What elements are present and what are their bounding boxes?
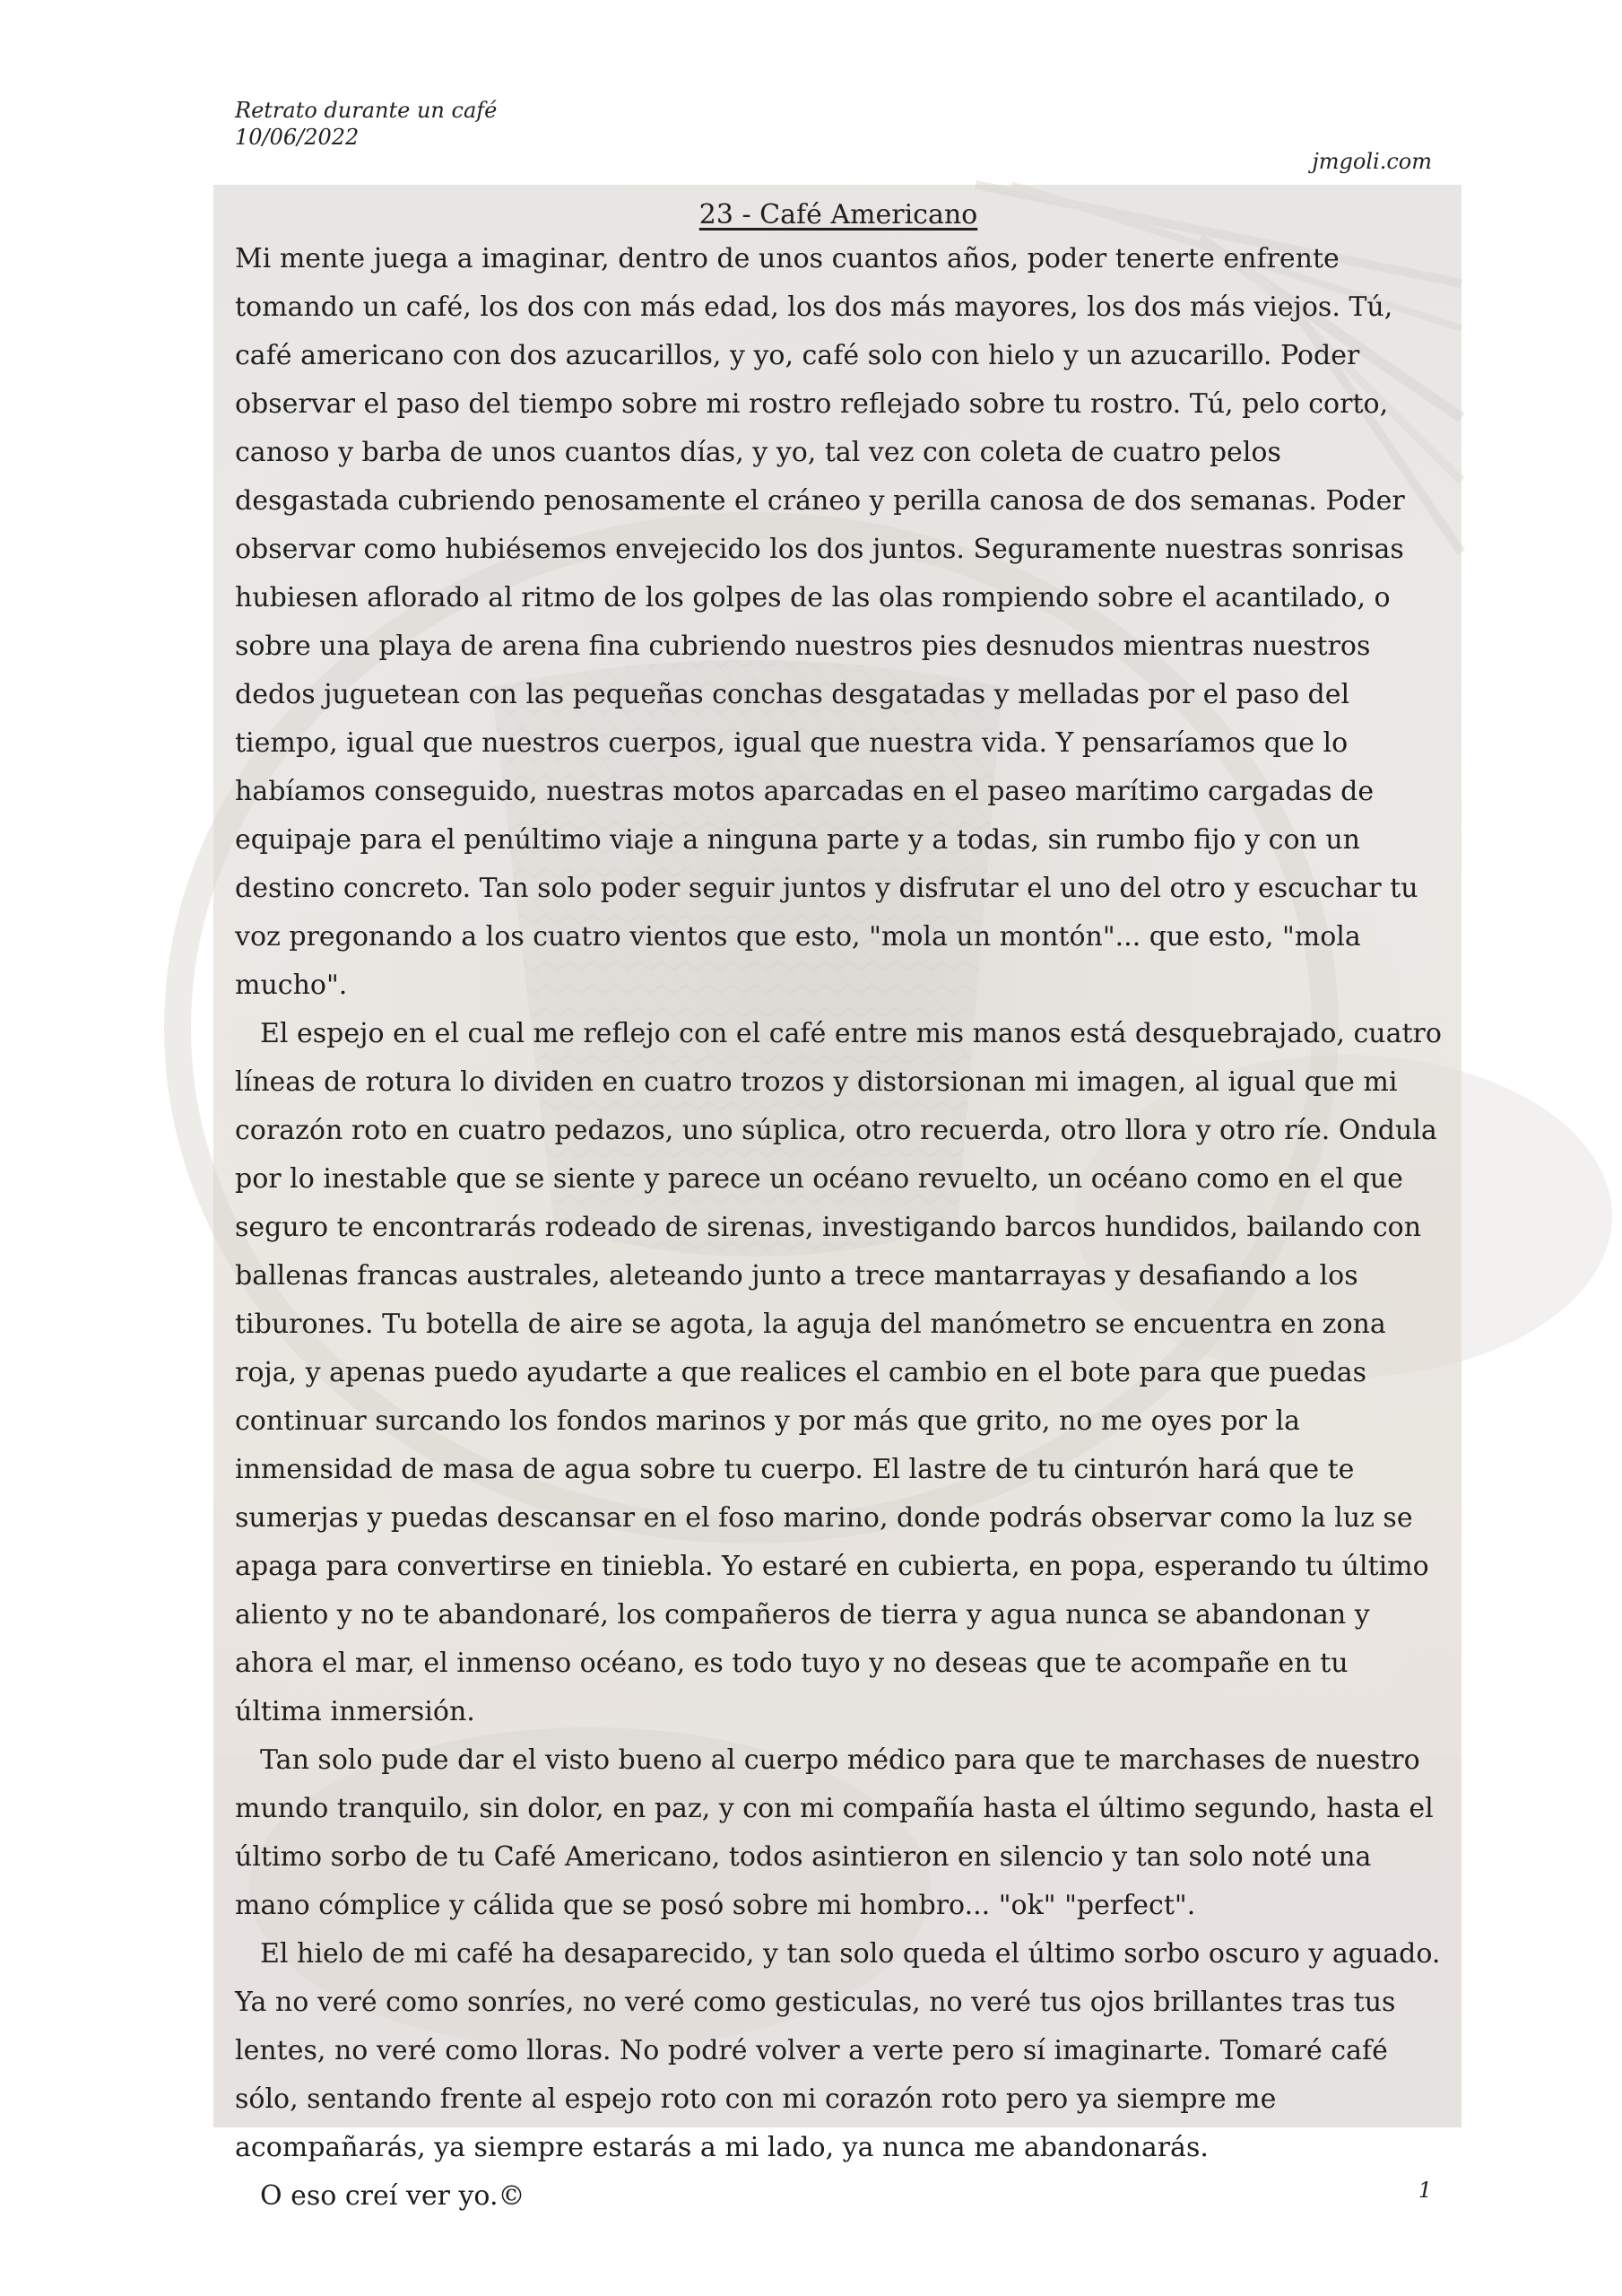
article-body bbox=[235, 196, 1442, 2221]
paragraph: O eso creí ver yo.© bbox=[260, 2180, 525, 2212]
paragraph: El hielo de mi café ha desaparecido, y tan solo queda el último sorbo oscuro y aguado. Ya no veré como sonríes, no veré como gesticulas, no veré tus ojos brillantes tras tus lentes, no veré como lloras. No podré volver a verte pero sí imaginarte. Tomaré café sólo, sentando frente al espejo roto con mi corazón roto pero ya siempre me acompañarás, ya siempre estarás a mi lado, ya nunca me abandonarás. bbox=[235, 1938, 1441, 2163]
page-number: 1 bbox=[1418, 2178, 1432, 2203]
paragraph: Tan solo pude dar el visto bueno al cuerpo médico para que te marchases de nuestro mundo tranquilo, sin dolor, en paz, y con mi compañía hasta el último segundo, hasta el último sorbo de tu Café Americano, todos asintieron en silencio y tan solo noté una mano cómplice y cálida que se posó sobre mi hombro... "ok" "perfect". bbox=[235, 1744, 1434, 1921]
site-name: jmgoli.com bbox=[1312, 149, 1432, 174]
paragraph: Mi mente juega a imaginar, dentro de unos cuantos años, poder tenerte enfrente tomando un café, los dos con más edad, los dos más mayores, los dos más viejos. Tú, café americano con dos azucarillos, y yo, café solo con hielo y un azucarillo. Poder observar el paso del tiempo sobre mi rostro reflejado sobre tu rostro. Tú, pelo corto, canoso y barba de unos cuantos días, y yo, tal vez con coleta de cuatro pelos desgastada cubriendo penosamente el cráneo y perilla canosa de dos semanas. Poder observar como hubiésemos envejecido los dos juntos. Seguramente nuestras sonrisas hubiesen aflorado al ritmo de los golpes de las olas rompiendo sobre el acantilado, o sobre una playa de arena fina cubriendo nuestros pies desnudos mientras nuestros dedos juguetean con las pequeñas conchas desgatadas y melladas por el paso del tiempo, igual que nuestros cuerpos, igual que nuestra vida. Y pensaríamos que lo habíamos conseguido, nuestras motos aparcadas en el paseo marítimo cargadas de equipaje para el penúltimo viaje a ninguna parte y a todas, sin rumbo fijo y con un destino concreto. Tan solo poder seguir juntos y disfrutar el uno del otro y escuchar tu voz pregonando a los cuatro vientos que esto, "mola un montón"... que esto, "mola mucho". bbox=[235, 243, 1418, 1001]
document-date: 10/06/2022 bbox=[235, 125, 360, 150]
document-header bbox=[235, 97, 497, 151]
paragraph: El espejo en el cual me reflejo con el café entre mis manos está desquebrajado, cuatro líneas de rotura lo dividen en cuatro trozos y distorsionan mi imagen, al igual que mi corazón roto en cuatro pedazos, uno súplica, otro recuerda, otro llora y otro ríe. Ondula por lo inestable que se siente y parece un océano revuelto, un océano como en el que seguro te encontrarás rodeado de sirenas, investigando barcos hundidos, bailando con ballenas francas australes, aleteando junto a trece mantarrayas y desafiando a los tiburones. Tu botella de aire se agota, la aguja del manómetro se encuentra en zona roja, y apenas puedo ayudarte a que realices el cambio en el bote para que puedas continuar surcando los fondos marinos y por más que grito, no me oyes por la inmensidad de masa de agua sobre tu cuerpo. El lastre de tu cinturón hará que te sumerjas y puedas descansar en el foso marino, donde podrás observar como la luz se apaga para convertirse en tiniebla. Yo estaré en cubierta, en popa, esperando tu último aliento y no te abandonaré, los compañeros de tierra y agua nunca se abandonan y ahora el mar, el inmenso océano, es todo tuyo y no deseas que te acompañe en tu última inmersión. bbox=[235, 1018, 1442, 1727]
text-box bbox=[213, 185, 1462, 2212]
document-title: Retrato durante un café bbox=[235, 98, 498, 123]
article-title: 23 - Café Americano bbox=[698, 199, 978, 230]
